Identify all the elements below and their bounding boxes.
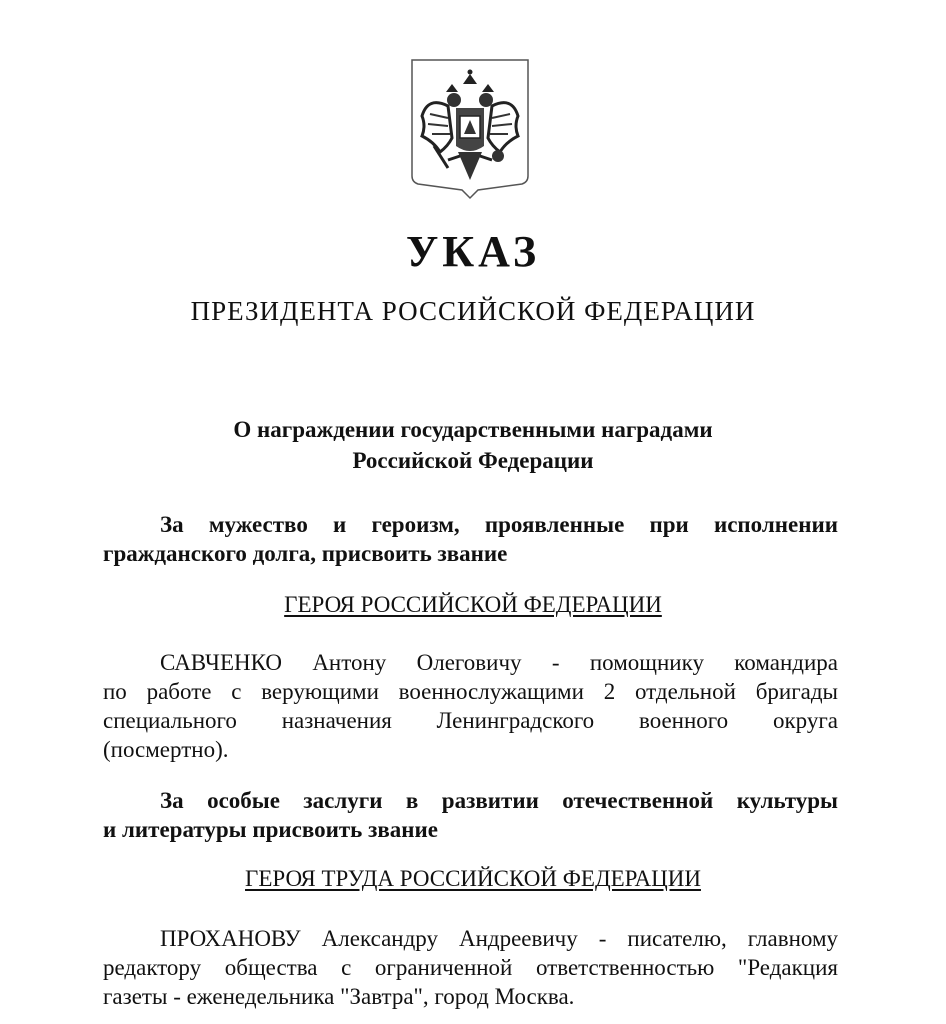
recipient-line: САВЧЕНКО Антону Олеговичу - помощнику командира	[160, 650, 838, 675]
heading-line-1: О награждении государственными наградами	[233, 417, 713, 442]
award-title-1: ГЕРОЯ РОССИЙСКОЙ ФЕДЕРАЦИИ	[284, 592, 662, 617]
heading-line-2: Российской Федерации	[352, 448, 594, 473]
award-preamble-2	[103, 786, 838, 844]
recipient-line: ПРОХАНОВУ Александру Андреевичу - писателю, главному	[160, 926, 838, 951]
recipient-line: газеты - еженедельника "Завтра", город Москва.	[103, 984, 575, 1009]
document-title: УКАЗ	[405, 227, 541, 276]
preamble-line: За особые заслуги в развитии отечественной культуры	[160, 788, 838, 813]
award-recipient-2	[103, 924, 838, 1011]
award-title-2: ГЕРОЯ ТРУДА РОССИЙСКОЙ ФЕДЕРАЦИИ	[245, 866, 701, 891]
recipient-line: специального назначения Ленинградского военного округа	[103, 708, 838, 733]
double-headed-eagle-icon	[408, 56, 532, 200]
recipient-line: (посмертно).	[103, 737, 229, 762]
decree-heading	[0, 414, 946, 476]
recipient-line: редактору общества с ограниченной ответственностью "Редакция	[103, 955, 838, 980]
award-preamble-1	[103, 510, 838, 568]
preamble-line: и литературы присвоить звание	[103, 817, 438, 842]
recipient-line: по работе с верующими военнослужащими 2 отдельной бригады	[103, 679, 838, 704]
document-subtitle: ПРЕЗИДЕНТА РОССИЙСКОЙ ФЕДЕРАЦИИ	[190, 296, 756, 326]
preamble-line: За мужество и героизм, проявленные при исполнении	[160, 512, 838, 537]
award-recipient-1	[103, 648, 838, 764]
coat-of-arms-emblem	[408, 56, 532, 200]
preamble-line: гражданского долга, присвоить звание	[103, 541, 508, 566]
